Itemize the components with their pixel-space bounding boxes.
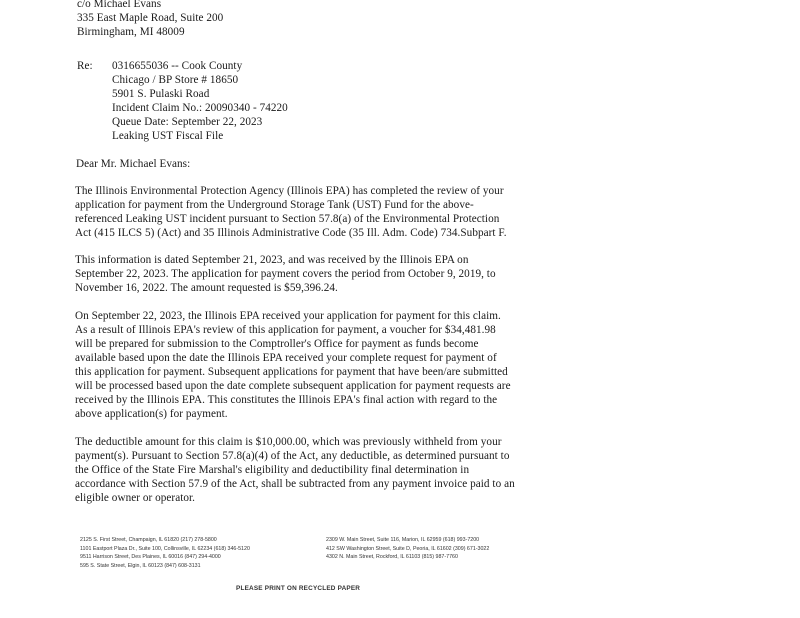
paragraph-line: above application(s) for payment. bbox=[75, 408, 228, 420]
paragraph-line: received by the Illinois EPA. This constitutes the Illinois EPA's final action with regard to the bbox=[75, 394, 498, 406]
paragraph-line: As a result of Illinois EPA's review of this application for payment, a voucher for $34,481.98 bbox=[75, 324, 496, 336]
re-line: 0316655036 -- Cook County bbox=[112, 60, 243, 72]
paragraph-line: This information is dated September 21, 2023, and was received by the Illinois EPA on bbox=[75, 254, 469, 266]
footer-office-line: 2125 S. First Street, Champaign, IL 61820 (217) 278-5800 bbox=[80, 537, 217, 543]
footer-office-line: 9511 Harrison Street, Des Plaines, IL 60016 (847) 294-4000 bbox=[80, 554, 221, 560]
paragraph-line: Act (415 ILCS 5) (Act) and 35 Illinois Administrative Code (35 Ill. Adm. Code) 734.Subpart F. bbox=[75, 227, 507, 239]
address-line: 335 East Maple Road, Suite 200 bbox=[77, 12, 224, 24]
re-label: Re: bbox=[77, 60, 93, 72]
footer-offices-right bbox=[326, 536, 489, 562]
paragraph-line: will be processed based upon the date complete subsequent application for payment requests are bbox=[75, 380, 511, 392]
footer-office-line: 4302 N. Main Street, Rockford, IL 61103 (815) 987-7760 bbox=[326, 554, 458, 560]
footer-office-line: 412 SW Washington Street, Suite D, Peoria, IL 61602 (309) 671-3022 bbox=[326, 545, 490, 552]
address-line: c/o Michael Evans bbox=[77, 0, 162, 10]
paragraph-line: payment(s). Pursuant to Section 57.8(a)(4) of the Act, any deductible, as determined pursuant to bbox=[75, 450, 510, 462]
re-line: Chicago / BP Store # 18650 bbox=[112, 74, 239, 86]
paragraph-line: September 22, 2023. The application for payment covers the period from October 9, 2019, to bbox=[75, 268, 496, 280]
paragraph-line: available based upon the date the Illinois EPA received your complete request for payment of bbox=[75, 352, 497, 364]
paragraph-voucher bbox=[75, 309, 550, 421]
re-block bbox=[112, 59, 288, 143]
re-line: 5901 S. Pulaski Road bbox=[112, 88, 210, 100]
paragraph-line: The deductible amount for this claim is $10,000.00, which was previously withheld from your bbox=[75, 436, 502, 448]
footer-office-line: 2309 W. Main Street, Suite 116, Marion, IL 62959 (618) 993-7200 bbox=[326, 537, 480, 543]
footer-offices-left bbox=[80, 536, 250, 570]
paragraph-review bbox=[75, 184, 550, 240]
paragraph-line: November 16, 2022. The amount requested is $59,396.24. bbox=[75, 282, 338, 294]
paragraph-line: the Office of the State Fire Marshal's eligibility and deductibility final determination in bbox=[75, 464, 470, 476]
recycled-paper-notice: PLEASE PRINT ON RECYCLED PAPER bbox=[236, 585, 361, 592]
re-line: Leaking UST Fiscal File bbox=[112, 130, 224, 142]
paragraph-line: accordance with Section 57.9 of the Act, shall be subtracted from any payment invoice paid to an bbox=[75, 478, 515, 490]
salutation: Dear Mr. Michael Evans: bbox=[76, 158, 191, 170]
re-line: Queue Date: September 22, 2023 bbox=[112, 116, 263, 128]
address-line: Birmingham, MI 48009 bbox=[77, 26, 185, 38]
paragraph-line: The Illinois Environmental Protection Agency (Illinois EPA) has completed the review of your bbox=[75, 185, 504, 197]
footer-office-line: 595 S. State Street, Elgin, IL 60123 (847) 608-3131 bbox=[80, 562, 201, 569]
paragraph-line: application for payment from the Underground Storage Tank (UST) Fund for the above- bbox=[75, 199, 474, 211]
paragraph-line: this application for payment. Subsequent applications for payment that have been/are submitted bbox=[75, 366, 508, 378]
paragraph-information bbox=[75, 253, 550, 295]
paragraph-line: On September 22, 2023, the Illinois EPA received your application for payment for this claim. bbox=[75, 310, 501, 322]
footer-office-line: 1101 Eastport Plaza Dr., Suite 100, Collinsville, IL 62234 (618) 346-5120 bbox=[80, 545, 250, 552]
paragraph-line: referenced Leaking UST incident pursuant to Section 57.8(a) of the Environmental Protection bbox=[75, 213, 500, 225]
paragraph-line: eligible owner or operator. bbox=[75, 492, 196, 504]
re-line: Incident Claim No.: 20090340 - 74220 bbox=[112, 102, 288, 114]
paragraph-line: will be prepared for submission to the Comptroller's Office for payment as funds become bbox=[75, 338, 479, 350]
recipient-address bbox=[77, 0, 223, 39]
paragraph-deductible bbox=[75, 435, 550, 505]
